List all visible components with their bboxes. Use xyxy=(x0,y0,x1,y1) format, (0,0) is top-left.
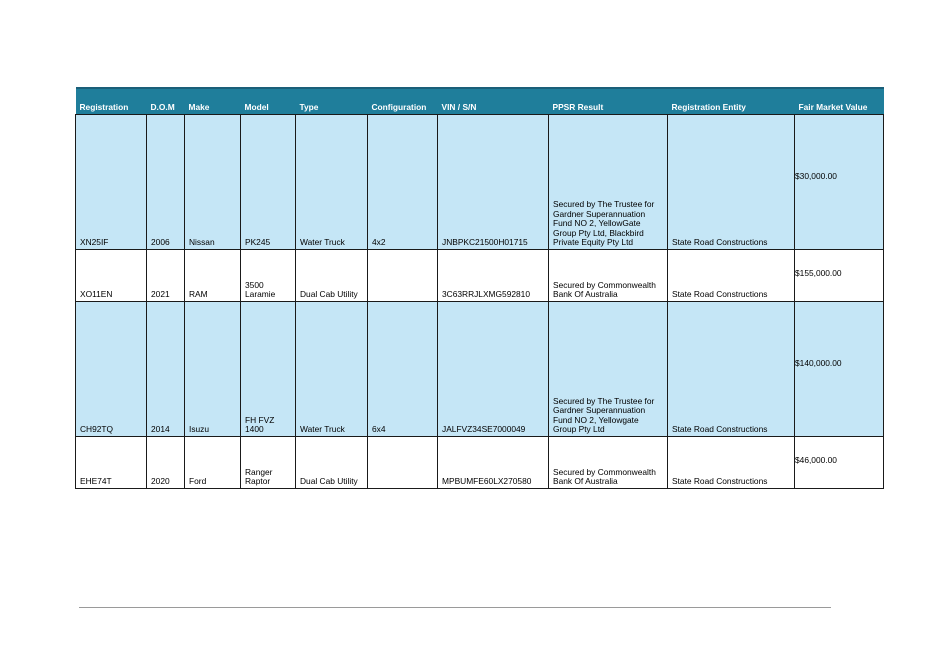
cell-fair-market-value: $155,000.00 xyxy=(795,250,884,302)
vehicle-asset-table xyxy=(75,87,884,489)
column-header-make: Make xyxy=(185,88,241,115)
column-header-dom: D.O.M xyxy=(147,88,185,115)
column-header-ppsr-result: PPSR Result xyxy=(549,88,668,115)
table-row xyxy=(76,250,884,302)
cell-configuration: 4x2 xyxy=(368,115,438,250)
table-row xyxy=(76,302,884,437)
cell-registration: CH92TQ xyxy=(76,302,147,437)
cell-registration: XN25IF xyxy=(76,115,147,250)
cell-make: Isuzu xyxy=(185,302,241,437)
cell-dom: 2020 xyxy=(147,437,185,489)
cell-model: FH FVZ 1400 xyxy=(241,302,296,437)
cell-ppsr-result: Secured by The Trustee for Gardner Superannuation Fund NO 2, Yellowgate Group Pty Ltd xyxy=(549,302,668,437)
cell-make: Nissan xyxy=(185,115,241,250)
column-header-model: Model xyxy=(241,88,296,115)
cell-fair-market-value: $140,000.00 xyxy=(795,302,884,437)
cell-model: 3500 Laramie xyxy=(241,250,296,302)
cell-registration: XO11EN xyxy=(76,250,147,302)
footer-divider xyxy=(79,607,831,608)
cell-type: Dual Cab Utility xyxy=(296,437,368,489)
cell-type: Water Truck xyxy=(296,115,368,250)
column-header-vin: VIN / S/N xyxy=(438,88,549,115)
cell-fair-market-value: $46,000.00 xyxy=(795,437,884,489)
cell-registration-entity: State Road Constructions xyxy=(668,115,795,250)
column-header-type: Type xyxy=(296,88,368,115)
cell-type: Dual Cab Utility xyxy=(296,250,368,302)
cell-dom: 2021 xyxy=(147,250,185,302)
cell-vin: MPBUMFE60LX270580 xyxy=(438,437,549,489)
cell-registration: EHE74T xyxy=(76,437,147,489)
column-header-registration-entity: Registration Entity xyxy=(668,88,795,115)
cell-fair-market-value: $30,000.00 xyxy=(795,115,884,250)
cell-configuration xyxy=(368,437,438,489)
cell-type: Water Truck xyxy=(296,302,368,437)
cell-vin: JALFVZ34SE7000049 xyxy=(438,302,549,437)
table-row xyxy=(76,115,884,250)
column-header-fair-market-value: Fair Market Value xyxy=(795,88,884,115)
table-header-row xyxy=(76,88,884,115)
cell-ppsr-result: Secured by The Trustee for Gardner Superannuation Fund NO 2, YellowGate Group Pty Ltd, Blackbird Private Equity Pty Ltd xyxy=(549,115,668,250)
cell-ppsr-result: Secured by Commonwealth Bank Of Australia xyxy=(549,437,668,489)
column-header-configuration: Configuration xyxy=(368,88,438,115)
cell-registration-entity: State Road Constructions xyxy=(668,250,795,302)
cell-configuration: 6x4 xyxy=(368,302,438,437)
cell-registration-entity: State Road Constructions xyxy=(668,302,795,437)
cell-dom: 2014 xyxy=(147,302,185,437)
cell-make: Ford xyxy=(185,437,241,489)
cell-registration-entity: State Road Constructions xyxy=(668,437,795,489)
cell-model: PK245 xyxy=(241,115,296,250)
cell-configuration xyxy=(368,250,438,302)
table-row xyxy=(76,437,884,489)
cell-ppsr-result: Secured by Commonwealth Bank Of Australia xyxy=(549,250,668,302)
cell-vin: 3C63RRJLXMG592810 xyxy=(438,250,549,302)
cell-make: RAM xyxy=(185,250,241,302)
cell-vin: JNBPKC21500H01715 xyxy=(438,115,549,250)
column-header-registration: Registration xyxy=(76,88,147,115)
cell-model: Ranger Raptor xyxy=(241,437,296,489)
cell-dom: 2006 xyxy=(147,115,185,250)
